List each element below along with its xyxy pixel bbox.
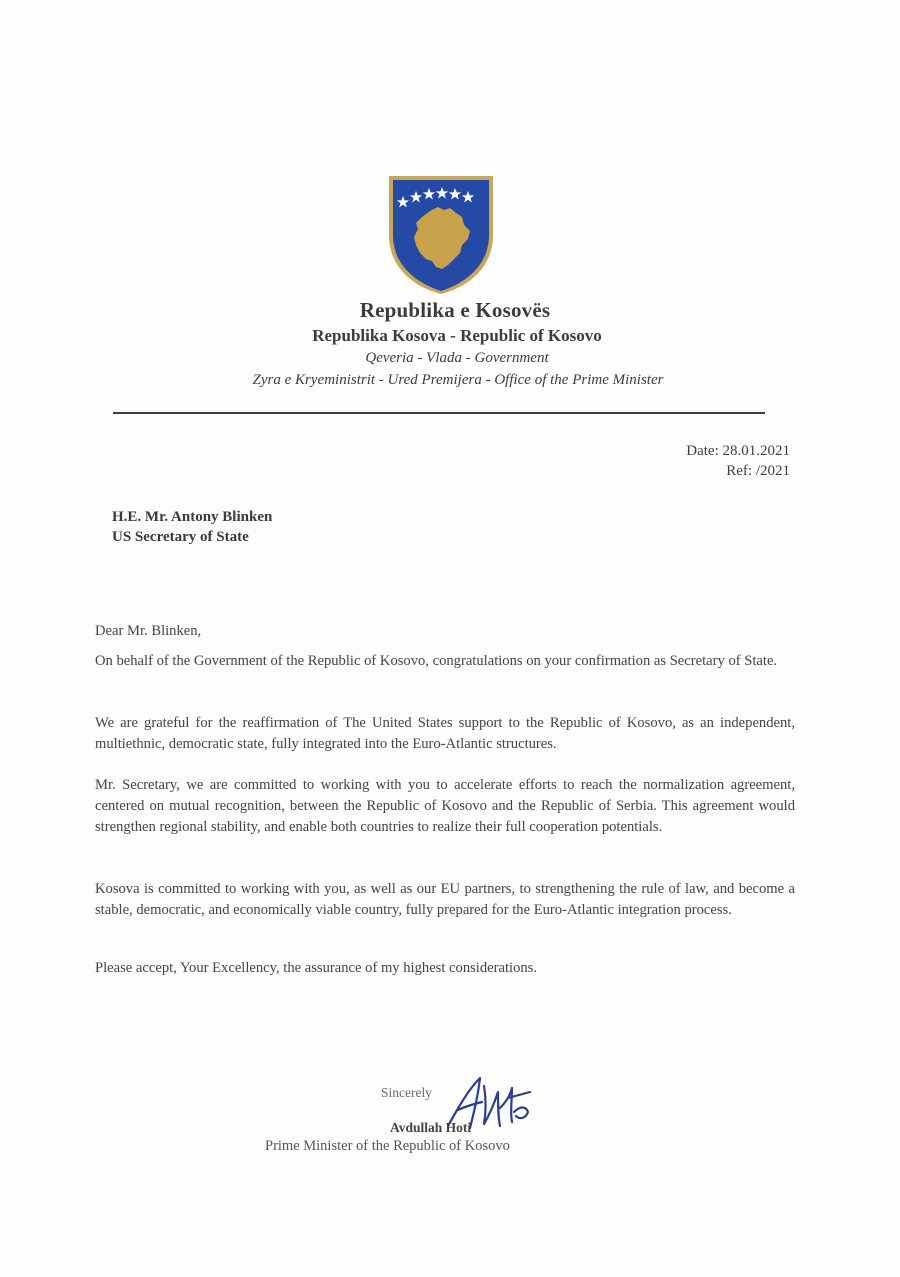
letter-date: Date: 28.01.2021	[686, 443, 790, 459]
letterhead-country: Republika e Kosovës	[359, 298, 551, 322]
body-paragraph: Mr. Secretary, we are committed to working with you to accelerate efforts to reach the normalization agreement, centered on mutual recognition, between the Republic of Kosovo and the Republic of Serbia. This agreement would strengthen regional stability, and enable both countries to realize their full cooperation potentials.	[95, 777, 795, 835]
letterhead-government: Qeveria - Vlada - Government	[365, 350, 549, 366]
body-paragraph: We are grateful for the reaffirmation of The United States support to the Republic of Kosovo, as an independent, multiethnic, democratic state, fully integrated into the Euro-Atlantic structures.	[95, 715, 795, 752]
closing-sincerely: Sincerely	[381, 1085, 432, 1100]
salutation: Dear Mr. Blinken,	[95, 623, 202, 639]
signer-name: Avdullah Hoti	[390, 1120, 472, 1135]
body-paragraph: Kosova is committed to working with you, as well as our EU partners, to strengthening the rule of law, and become a stable, democratic, and economically viable country, fully prepared for the Euro-Atlantic integration process.	[95, 881, 795, 918]
letterhead-office: Zyra e Kryeministrit - Ured Premijera - Office of the Prime Minister	[252, 372, 664, 388]
letterhead-divider	[113, 412, 765, 414]
body-paragraph: Please accept, Your Excellency, the assurance of my highest considerations.	[95, 960, 538, 976]
signer-title: Prime Minister of the Republic of Kosovo	[265, 1138, 510, 1154]
kosovo-coat-of-arms-icon	[386, 173, 496, 295]
recipient-name: H.E. Mr. Antony Blinken	[112, 509, 273, 525]
letterhead-republic: Republika Kosova - Republic of Kosovo	[312, 326, 602, 345]
letter-reference: Ref: /2021	[726, 463, 790, 479]
recipient-title: US Secretary of State	[112, 529, 249, 545]
body-paragraph: On behalf of the Government of the Republic of Kosovo, congratulations on your confirmation as Secretary of State.	[95, 653, 778, 669]
